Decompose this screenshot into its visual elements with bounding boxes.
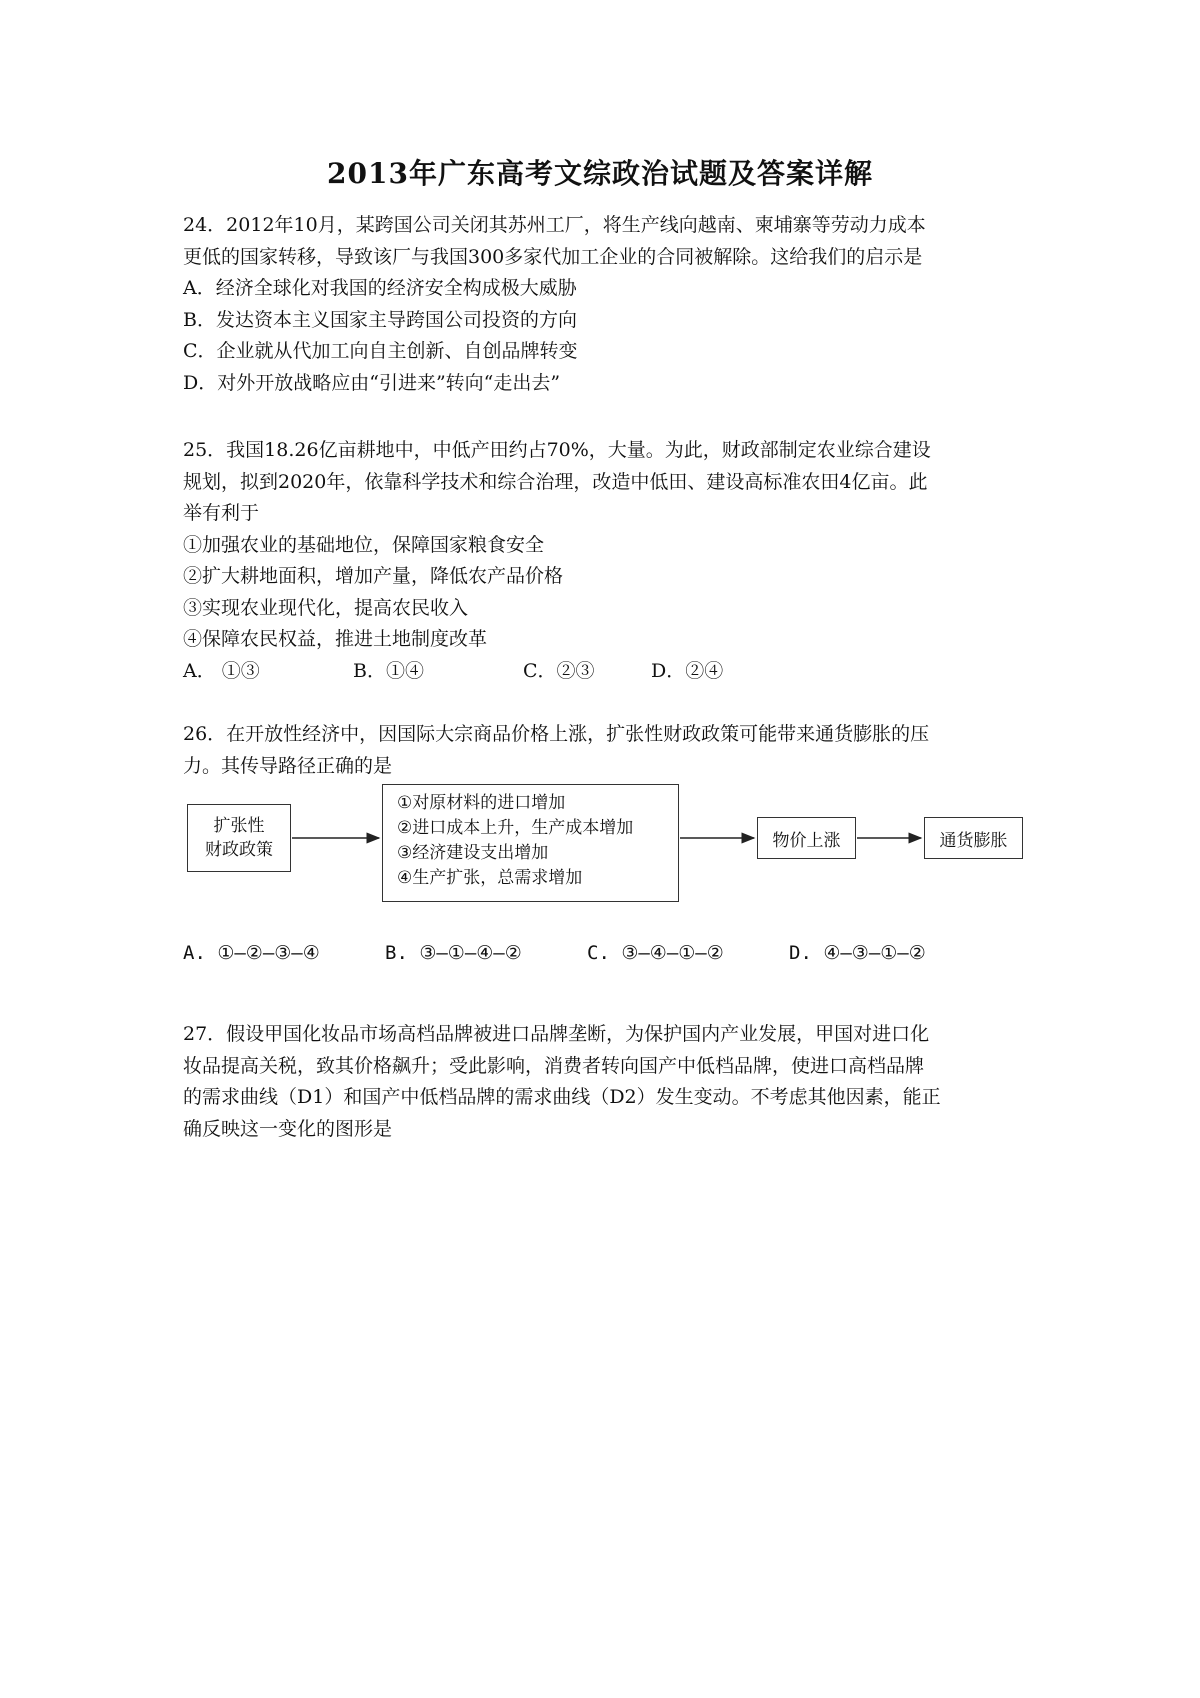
question-25-stem-line-1: 25．我国18.26亿亩耕地中，中低产田约占70%，大量。为此，财政部制定农业综合建设 xyxy=(183,439,931,461)
inflation-box xyxy=(924,817,1023,859)
transmission-step-3: ③经济建设支出增加 xyxy=(397,843,549,863)
question-26-choices xyxy=(183,938,926,969)
page-title: 2013年广东高考文综政治试题及答案详解 xyxy=(327,157,873,190)
question-25-choice-c: C．②③ xyxy=(523,659,595,682)
question-24-option-a: A．经济全球化对我国的经济安全构成极大威胁 xyxy=(183,277,577,299)
question-24-option-d: D．对外开放战略应由“引进来”转向“走出去” xyxy=(183,371,561,394)
question-24-stem-line-2: 更低的国家转移，导致该厂与我国300多家代加工企业的合同被解除。这给我们的启示是 xyxy=(183,245,923,268)
question-26-choice-c: C. ③—④—①—② xyxy=(587,942,724,964)
question-27-stem-line-2: 妆品提高关税，致其价格飙升；受此影响，消费者转向国产中低档品牌，使进口高档品牌 xyxy=(183,1054,925,1077)
question-25-item-4: ④保障农民权益，推进土地制度改革 xyxy=(183,628,488,650)
question-26-stem-line-2: 力。其传导路径正确的是 xyxy=(183,754,393,777)
question-26 xyxy=(183,719,1033,782)
question-24-option-c: C．企业就从代加工向自主创新、自创品牌转变 xyxy=(183,340,578,362)
transmission-step-2: ②进口成本上升，生产成本增加 xyxy=(397,818,634,838)
question-25-stem-line-3: 举有利于 xyxy=(183,502,260,524)
transmission-step-4: ④生产扩张，总需求增加 xyxy=(397,868,583,888)
question-25-choice-d: D．②④ xyxy=(651,659,724,682)
question-27-stem-line-1: 27．假设甲国化妆品市场高档品牌被进口品牌垄断，为保护国内产业发展，甲国对进口化 xyxy=(183,1023,930,1045)
question-25-item-2: ②扩大耕地面积，增加产量，降低农产品价格 xyxy=(183,565,564,587)
price-rise-label: 物价上涨 xyxy=(772,830,841,851)
question-24-option-b: B．发达资本主义国家主导跨国公司投资的方向 xyxy=(183,308,577,331)
question-26-choice-b: B. ③—①—④—② xyxy=(385,942,522,964)
question-25-choice-a: A． ①③ xyxy=(183,659,260,682)
question-26-choice-a: A. ①—②—③—④ xyxy=(183,942,320,964)
question-25 xyxy=(183,435,1033,687)
question-27-stem-line-4: 确反映这一变化的图形是 xyxy=(183,1117,393,1140)
question-25-item-1: ①加强农业的基础地位，保障国家粮食安全 xyxy=(183,533,545,556)
question-25-choices xyxy=(183,656,1033,688)
inflation-label: 通货膨胀 xyxy=(939,830,1008,851)
question-26-stem-line-1: 26．在开放性经济中，因国际大宗商品价格上涨，扩张性财政政策可能带来通货膨胀的压 xyxy=(183,723,930,745)
question-25-choice-b: B．①④ xyxy=(353,659,424,682)
question-24 xyxy=(183,210,1033,399)
question-26-choice-d: D. ④—③—①—② xyxy=(789,942,926,964)
question-25-stem-line-2: 规划，拟到2020年，依靠科学技术和综合治理，改造中低田、建设高标准农田4亿亩。此 xyxy=(183,470,928,493)
question-27-stem-line-3: 的需求曲线（D1）和国产中低档品牌的需求曲线（D2）发生变动。不考虑其他因素，能正 xyxy=(183,1086,941,1108)
transmission-steps-box xyxy=(382,784,679,902)
transmission-step-1: ①对原材料的进口增加 xyxy=(397,793,566,813)
question-25-item-3: ③实现农业现代化，提高农民收入 xyxy=(183,596,469,619)
price-rise-box xyxy=(757,817,856,859)
question-24-stem-line-1: 24．2012年10月，某跨国公司关闭其苏州工厂，将生产线向越南、柬埔寨等劳动力成本 xyxy=(183,214,926,236)
expansionary-fiscal-policy-box xyxy=(187,804,291,872)
policy-label-line-1: 扩张性 xyxy=(213,816,265,836)
question-27 xyxy=(183,1019,1033,1145)
policy-label-line-2: 财政政策 xyxy=(205,840,273,860)
